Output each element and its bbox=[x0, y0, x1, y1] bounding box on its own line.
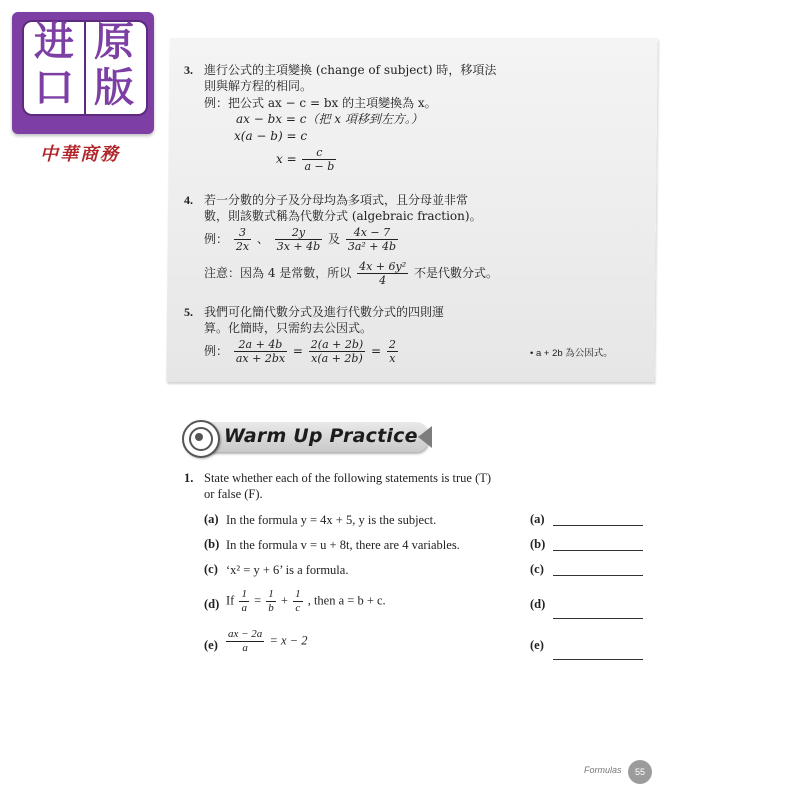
numerator: 2(a + 2b) bbox=[310, 338, 364, 351]
part-b-text: In the formula v = u + 8t, there are 4 variables. bbox=[226, 538, 460, 552]
example-label: 例： bbox=[204, 344, 229, 358]
part-a-label: (a) bbox=[204, 512, 219, 526]
question-1-number: 1. bbox=[184, 471, 194, 485]
denominator: ax + 2bx bbox=[235, 352, 286, 365]
item-3-example-3: x(a − b) = c bbox=[234, 129, 308, 143]
part-c-label: (c) bbox=[204, 562, 218, 576]
item-5-example bbox=[204, 338, 400, 365]
numerator: 1 bbox=[241, 588, 247, 600]
text-prefix: If bbox=[226, 593, 235, 608]
item-3-number: 3. bbox=[184, 63, 193, 77]
numerator: ax − 2a bbox=[228, 628, 263, 640]
denominator: b bbox=[268, 602, 274, 614]
note-suffix: 不是代數分式。 bbox=[413, 266, 498, 280]
numerator: 4x − 7 bbox=[346, 226, 398, 240]
denominator: a − b bbox=[304, 160, 335, 173]
answer-c-label: (c) bbox=[530, 562, 544, 576]
note-prefix: 注意：因為 4 是常數，所以 bbox=[204, 266, 352, 280]
example-label: 例： bbox=[204, 232, 229, 246]
item-4-number: 4. bbox=[184, 193, 193, 207]
fraction bbox=[234, 226, 251, 253]
badge-char-2: 原 bbox=[94, 19, 134, 65]
fraction bbox=[275, 226, 322, 253]
numerator: 4x + 6y² bbox=[359, 260, 407, 273]
part-b-label: (b) bbox=[204, 537, 220, 551]
numerator: 3 bbox=[234, 226, 251, 240]
badge-char-1: 进 bbox=[34, 19, 74, 65]
part-e-text bbox=[224, 628, 307, 655]
numerator: 2y bbox=[275, 226, 322, 240]
part-c-text: ‘x² = y + 6’ is a formula. bbox=[226, 563, 349, 577]
fraction bbox=[293, 588, 303, 615]
item-3-example-4 bbox=[276, 146, 338, 173]
badge-char-3: 口 bbox=[34, 65, 74, 111]
item-3-line-1: 進行公式的主項變換 (change of subject) 時，移項法 bbox=[204, 63, 497, 77]
fraction bbox=[226, 628, 264, 655]
denominator: x bbox=[389, 352, 396, 365]
numerator: 1 bbox=[268, 588, 274, 600]
denominator: 3x + 4b bbox=[276, 240, 321, 253]
warm-up-title: Warm Up Practice bbox=[224, 425, 418, 447]
item-3-example-2: ax − bx = c（把 x 項移到左方。） bbox=[236, 112, 423, 126]
item-3-example-1: 例：把公式 ax − c = bx 的主項變換為 x。 bbox=[204, 96, 437, 110]
answer-a-label: (a) bbox=[530, 512, 545, 526]
denominator: x(a + 2b) bbox=[311, 352, 363, 365]
badge-char-4: 版 bbox=[94, 65, 134, 111]
fraction bbox=[387, 338, 398, 365]
side-note: • a + 2b 為公因式。 bbox=[530, 348, 613, 359]
item-4-line-2: 數，則該數式稱為代數分式 (algebraic fraction)。 bbox=[204, 209, 482, 223]
item-4-examples bbox=[204, 226, 400, 253]
part-a-text: In the formula y = 4x + 5, y is the subject. bbox=[226, 513, 437, 527]
part-d-label: (d) bbox=[204, 597, 220, 611]
answer-d-blank[interactable] bbox=[553, 617, 643, 619]
separator: 及 bbox=[328, 232, 341, 246]
plus: + bbox=[280, 593, 288, 608]
equals: = bbox=[371, 344, 382, 358]
question-1-line-2: or false (F). bbox=[204, 487, 263, 501]
target-center bbox=[195, 433, 203, 441]
numerator: c bbox=[302, 146, 336, 160]
footer-section: Formulas bbox=[584, 765, 622, 775]
answer-b-label: (b) bbox=[530, 537, 546, 551]
target-icon bbox=[182, 420, 220, 458]
question-1-line-1: State whether each of the following statements is true (T) bbox=[204, 471, 492, 485]
denominator: c bbox=[295, 602, 301, 614]
chevron-left-icon bbox=[418, 426, 432, 448]
fraction bbox=[302, 146, 336, 173]
item-5-number: 5. bbox=[184, 305, 193, 319]
denominator: a bbox=[242, 642, 248, 654]
answer-b-blank[interactable] bbox=[553, 549, 643, 551]
fraction bbox=[239, 588, 249, 615]
fraction bbox=[266, 588, 276, 615]
answer-e-label: (e) bbox=[530, 638, 544, 652]
example-4-lhs: x = bbox=[276, 152, 297, 166]
fraction bbox=[346, 226, 398, 253]
fraction bbox=[309, 338, 365, 365]
fraction bbox=[357, 260, 408, 287]
answer-e-blank[interactable] bbox=[553, 658, 643, 660]
numerator: 1 bbox=[295, 588, 301, 600]
item-4-line-1: 若一分數的分子及分母均為多項式，且分母並非常 bbox=[204, 193, 469, 207]
item-4-note bbox=[204, 260, 498, 287]
publisher-badge bbox=[12, 12, 154, 134]
fraction bbox=[234, 338, 287, 365]
equals: = bbox=[254, 593, 262, 608]
equals: = bbox=[292, 344, 303, 358]
page-number: 55 bbox=[628, 760, 652, 784]
denominator: 4 bbox=[379, 274, 387, 287]
answer-d-label: (d) bbox=[530, 597, 546, 611]
text-suffix: , then a = b + c. bbox=[307, 593, 386, 608]
warm-up-banner bbox=[180, 418, 442, 456]
numerator: 2 bbox=[388, 338, 396, 351]
text-suffix: = x − 2 bbox=[269, 633, 308, 648]
answer-a-blank[interactable] bbox=[553, 524, 643, 526]
item-5-line-2: 算。化簡時，只需約去公因式。 bbox=[204, 321, 373, 335]
numerator: 2a + 4b bbox=[234, 338, 287, 352]
item-3-line-2: 則與解方程的相同。 bbox=[204, 79, 313, 93]
denominator: 3a² + 4b bbox=[347, 240, 397, 253]
separator: 、 bbox=[256, 232, 269, 246]
answer-c-blank[interactable] bbox=[553, 574, 643, 576]
item-5-line-1: 我們可化簡代數分式及進行代數分式的四則運 bbox=[204, 305, 445, 319]
denominator: 2x bbox=[235, 240, 250, 253]
part-d-text bbox=[226, 588, 386, 615]
denominator: a bbox=[241, 602, 247, 614]
publisher-name: 中華商務 bbox=[40, 144, 120, 165]
part-e-label: (e) bbox=[204, 638, 218, 652]
